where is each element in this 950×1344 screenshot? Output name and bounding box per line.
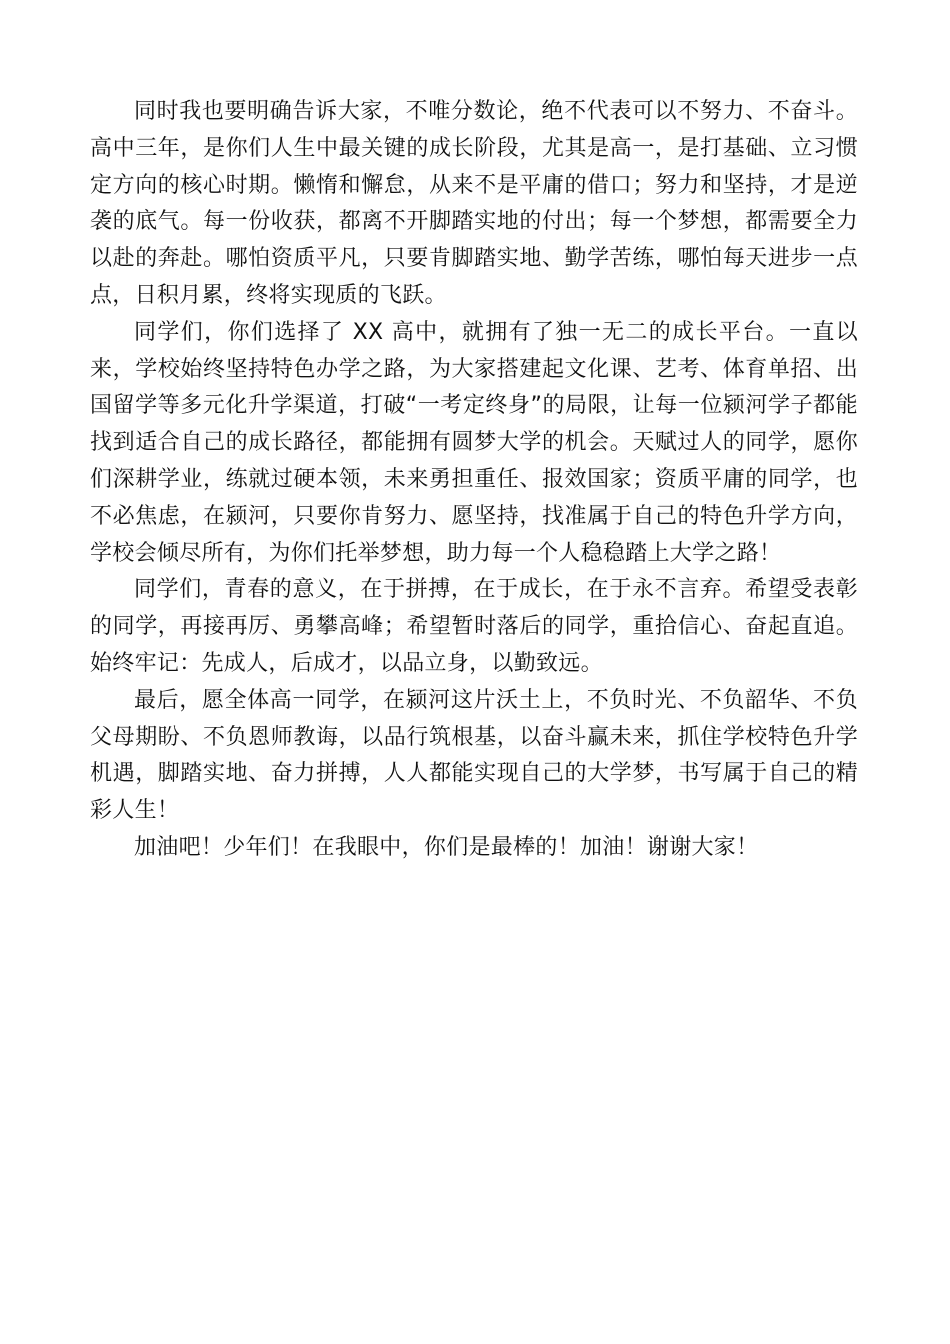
paragraph-effort: 同时我也要明确告诉大家，不唯分数论，绝不代表可以不努力、不奋斗。高中三年，是你们人生中最关键的成长阶段，尤其是高一，是打基础、立习惯定方向的核心时期。懒惰和懈怠，从来不是平庸的借口；努力和坚持，才是逆袭的底气。每一份收获，都离不开脚踏实地的付出；每一个梦想，都需要全力以赴的奔赴。哪怕资质平凡，只要肯脚踏实地、勤学苦练，哪怕每天进步一点点，日积月累，终将实现质的飞跃。 [90,99,858,308]
paragraph-closing-wishes: 最后，愿全体高一同学，在颍河这片沃土上，不负时光、不负韶华、不负父母期盼、不负恩师教诲，以品行筑根基，以奋斗赢未来，抓住学校特色升学机遇，脚踏实地、奋力拼搏，人人都能实现自己的大学梦，书写属于自己的精彩人生！ [90,687,858,824]
paragraph-cheer: 加油吧！少年们！在我眼中，你们是最棒的！加油！谢谢大家！ [134,834,759,860]
paragraph-youth-meaning: 同学们，青春的意义，在于拼搏，在于成长，在于永不言弃。希望受表彰的同学，再接再厉、勇攀高峰；希望暂时落后的同学，重拾信心、奋起直追。始终牢记：先成人，后成才，以品立身，以勤致远。 [90,577,858,676]
paragraph-school-platform: 同学们，你们选择了 XX 高中，就拥有了独一无二的成长平台。一直以来，学校始终坚持特色办学之路，为大家搭建起文化课、艺考、体育单招、出国留学等多元化升学渠道，打破“一考定终身”的局限，让每一位颍河学子都能找到适合自己的成长路径，都能拥有圆梦大学的机会。天赋过人的同学，愿你们深耕学业，练就过硬本领，未来勇担重任、报效国家；资质平庸的同学，也不必焦虑，在颍河，只要你肯努力、愿坚持，找准属于自己的特色升学方向，学校会倾尽所有，为你们托举梦想，助力每一个人稳稳踏上大学之路！ [90,319,858,566]
speech-body [90,94,858,867]
